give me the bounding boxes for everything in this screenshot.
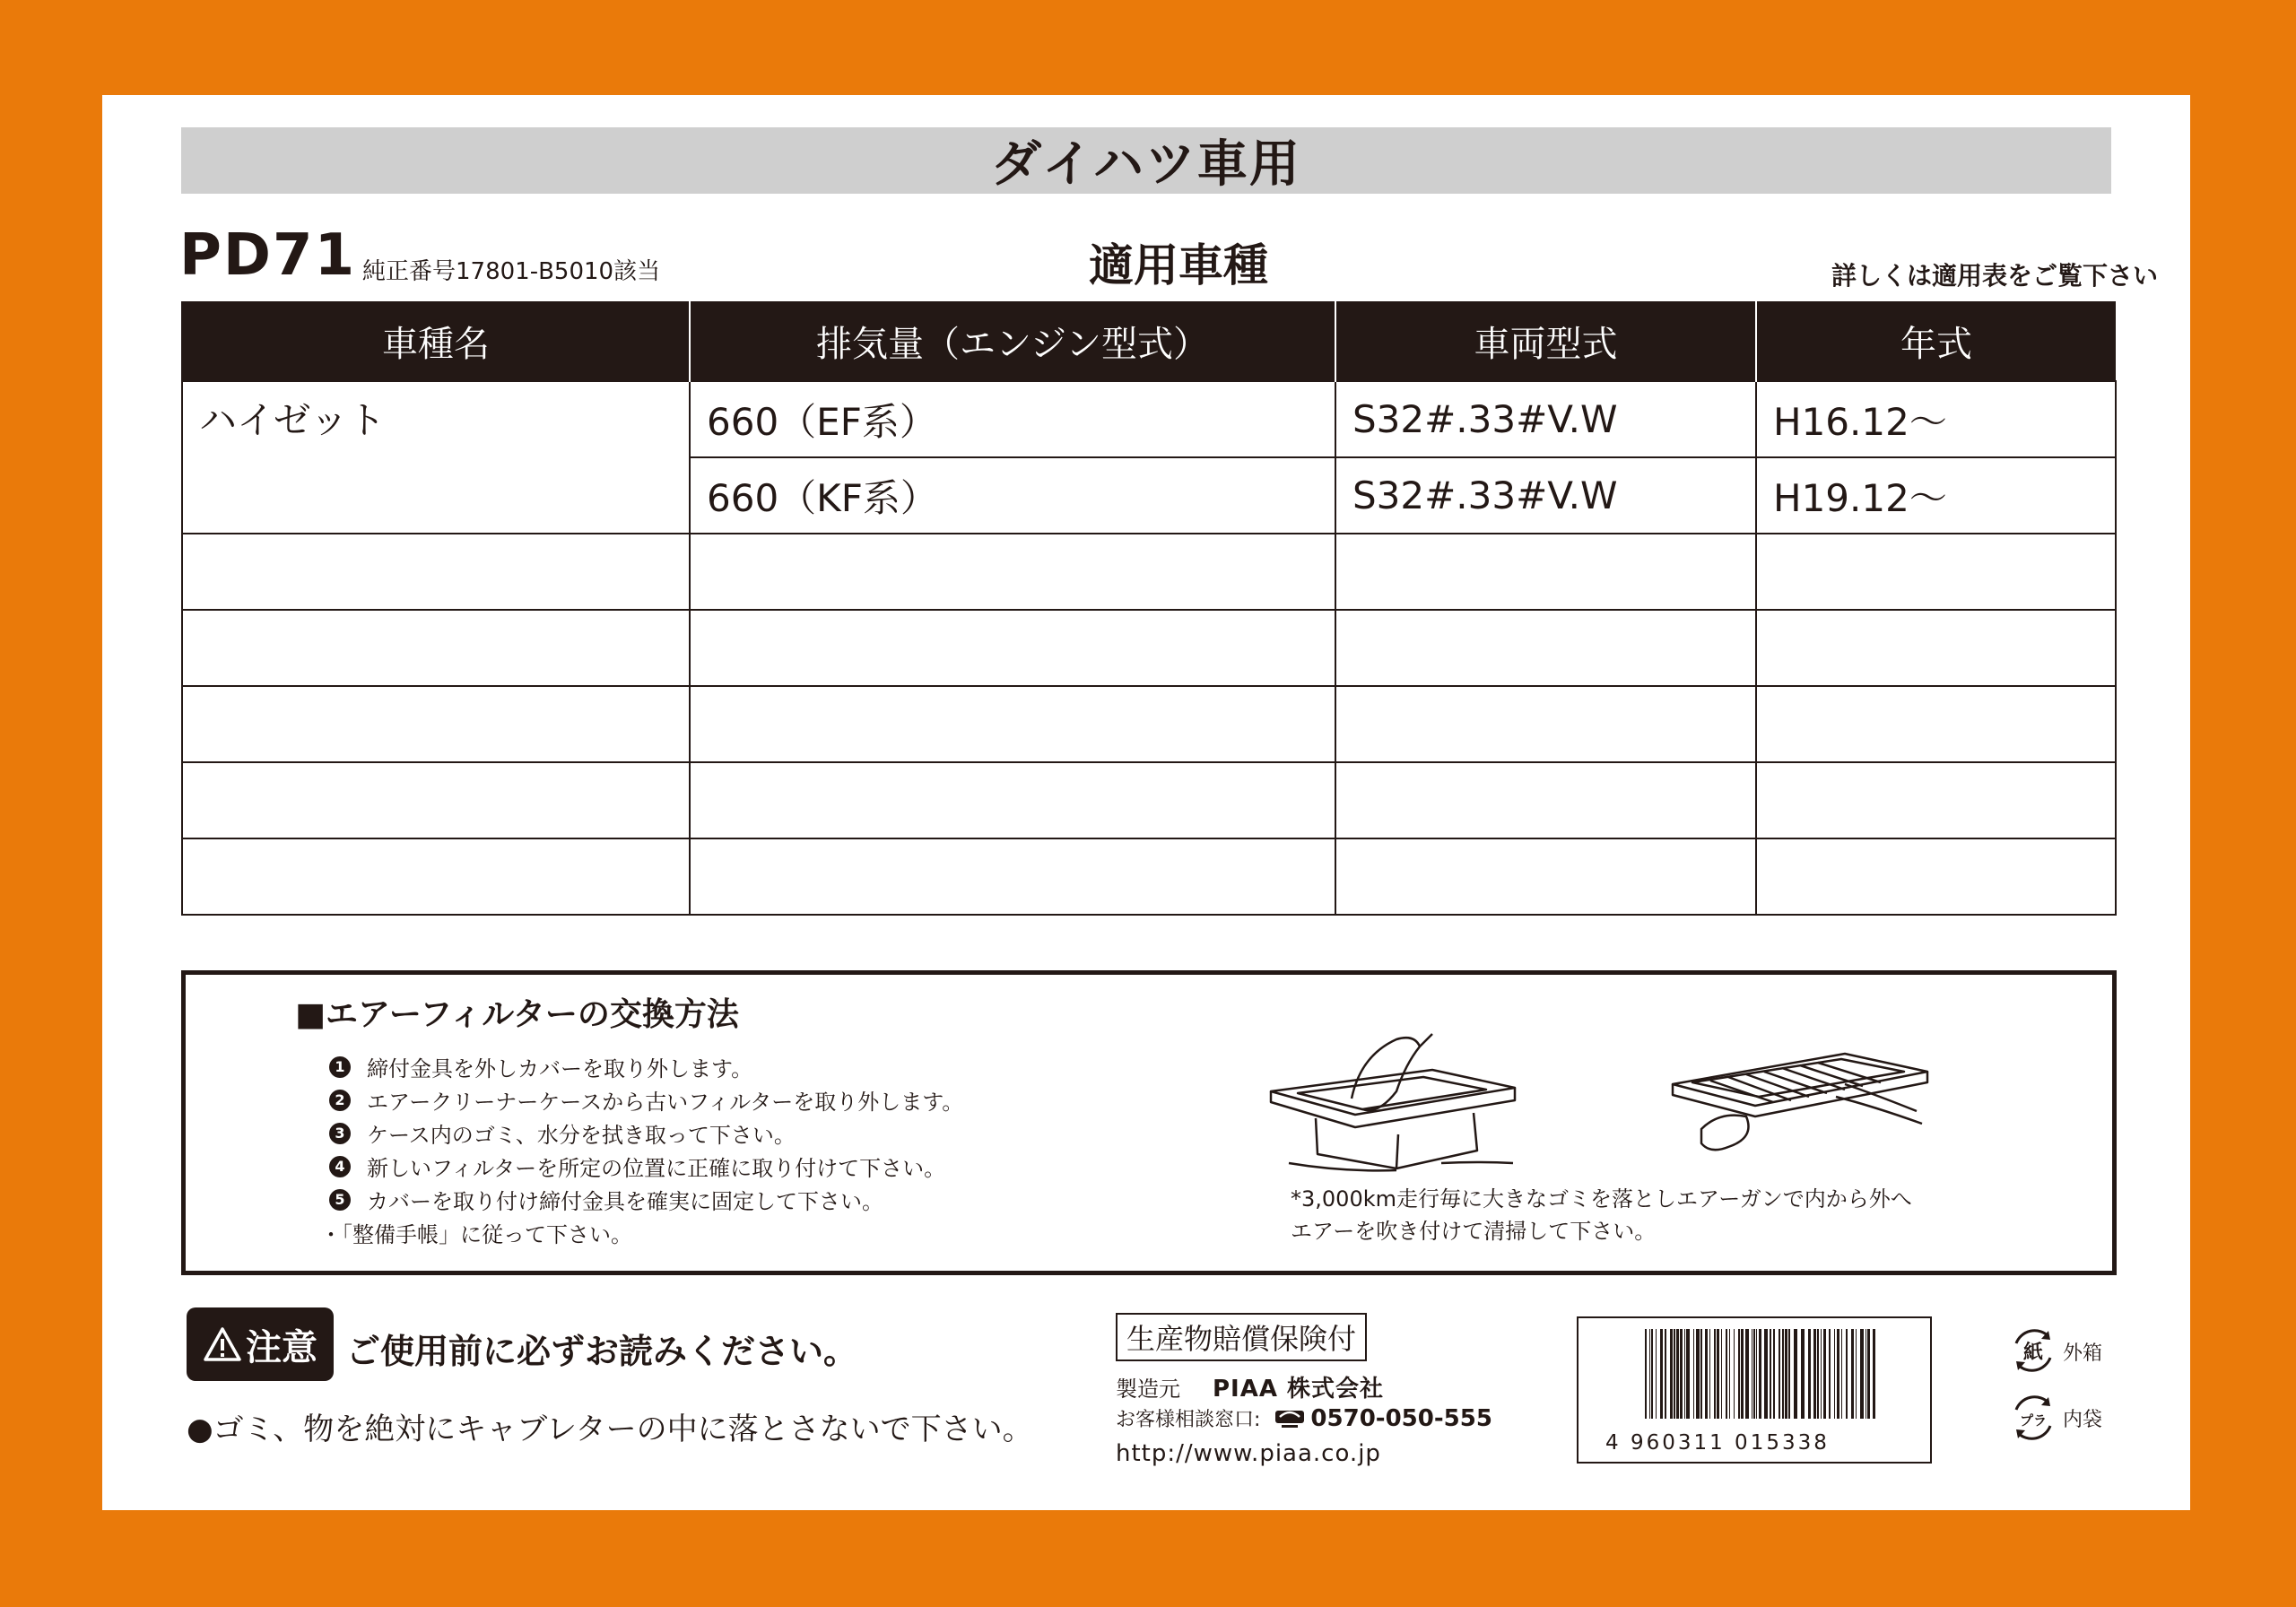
- year-cell: H16.12～: [1756, 381, 2116, 457]
- plastic-symbol: プラ: [2019, 1412, 2048, 1429]
- barcode-bar: [1693, 1329, 1694, 1419]
- contact-label: お客様相談窓口:: [1116, 1409, 1261, 1431]
- column-header: 車両型式: [1335, 301, 1756, 381]
- replacement-instructions: [181, 970, 2117, 1275]
- empty-row: [182, 610, 2116, 686]
- column-header: 排気量（エンジン型式）: [690, 301, 1335, 381]
- barcode-bar: [1756, 1329, 1757, 1419]
- paper-recycle-icon: [2007, 1325, 2059, 1377]
- barcode-bar: [1773, 1329, 1775, 1419]
- oem-number: 純正番号17801-B5010該当: [362, 258, 661, 285]
- barcode-bar: [1856, 1329, 1857, 1419]
- step-text: エアークリーナーケースから古いフィルターを取り外します。: [367, 1090, 964, 1115]
- manual-note: ・「整備手帳」に従って下さい。: [320, 1222, 632, 1247]
- barcode-bar: [1709, 1329, 1710, 1419]
- barcode-bar: [1846, 1329, 1848, 1419]
- caution-item: ●ゴミ、物を絶対にキャブレターの中に落とさないで下さい。: [187, 1412, 1033, 1447]
- barcode-bar: [1764, 1329, 1768, 1419]
- barcode-bar: [1645, 1329, 1647, 1419]
- column-header: 年式: [1756, 301, 2116, 381]
- phone-number: 0570-050-555: [1310, 1404, 1492, 1432]
- step-text: ケース内のゴミ、水分を拭き取って下さい。: [367, 1123, 796, 1148]
- barcode: [1577, 1316, 1932, 1464]
- barcode-bars: [1578, 1325, 1930, 1433]
- warning-icon: [203, 1326, 242, 1362]
- barcode-bar: [1841, 1329, 1842, 1419]
- recycle-paper-mark: [2007, 1325, 2102, 1377]
- plastic-recycle-icon: [2007, 1390, 2059, 1446]
- barcode-bar: [1674, 1329, 1675, 1419]
- barcode-bar: [1794, 1329, 1797, 1419]
- displacement-cell: 660（KF系）: [690, 457, 1335, 534]
- step-text: 締付金具を外しカバーを取り外します。: [367, 1056, 753, 1081]
- step-number-icon: 5: [329, 1189, 351, 1211]
- empty-row: [182, 686, 2116, 762]
- model-code: PD71: [179, 222, 357, 289]
- barcode-bar: [1734, 1329, 1735, 1419]
- barcode-bar: [1684, 1329, 1685, 1419]
- barcode-bar: [1676, 1329, 1679, 1419]
- steps-list: [329, 1050, 963, 1216]
- paper-symbol: 紙: [2022, 1342, 2044, 1364]
- barcode-bar: [1705, 1329, 1708, 1419]
- vehicle-table: [181, 301, 2117, 916]
- outer-box-label: 外箱: [2063, 1342, 2103, 1365]
- vehicle-type-cell: S32#.33#V.W: [1335, 381, 1756, 457]
- barcode-bar: [1670, 1329, 1673, 1419]
- brand-bar: [181, 127, 2111, 194]
- see-table-note: 詳しくは適用表をご覧下さい: [1831, 261, 2158, 291]
- barcode-bar: [1837, 1329, 1839, 1419]
- table-header-row: [182, 301, 2116, 381]
- barcode-bar: [1665, 1329, 1666, 1419]
- barcode-bar: [1745, 1329, 1749, 1419]
- displacement-cell: 660（EF系）: [690, 381, 1335, 457]
- vehicle-name-cell: ハイゼット: [182, 381, 690, 534]
- table-row: [182, 381, 2116, 457]
- step-text: カバーを取り付け締付金具を確実に固定して下さい。: [367, 1189, 883, 1214]
- barcode-bar: [1785, 1329, 1787, 1419]
- section-title: 適用車種: [1089, 239, 1268, 291]
- filter-cleaning-illustration: [1665, 1030, 1935, 1165]
- column-header: 車種名: [182, 301, 690, 381]
- cleaning-note: [1291, 1183, 1912, 1247]
- step-item: [329, 1116, 963, 1150]
- step-number-icon: 3: [329, 1123, 351, 1144]
- barcode-bar: [1801, 1329, 1805, 1419]
- caution-badge: [187, 1307, 334, 1381]
- barcode-bar: [1729, 1329, 1730, 1419]
- caution-heading: ご使用前に必ずお読みください。: [346, 1332, 858, 1371]
- barcode-bar: [1700, 1329, 1702, 1419]
- step-number-icon: 4: [329, 1156, 351, 1177]
- step-item: [329, 1083, 963, 1116]
- cleaning-note-line: *3,000km走行毎に大きなゴミを落としエアーガンで内から外へ: [1291, 1186, 1912, 1212]
- step-number-icon: 2: [329, 1090, 351, 1111]
- barcode-bar: [1823, 1329, 1826, 1419]
- barcode-bar: [1834, 1329, 1835, 1419]
- barcode-bar: [1808, 1329, 1811, 1419]
- barcode-bar: [1660, 1329, 1663, 1419]
- step-text: 新しいフィルターを所定の位置に正確に取り付けて下さい。: [367, 1156, 946, 1181]
- barcode-bar: [1738, 1329, 1740, 1419]
- barcode-bar: [1686, 1329, 1690, 1419]
- instructions-title: ■エアーフィルターの交換方法: [295, 996, 739, 1033]
- barcode-bar: [1717, 1329, 1719, 1419]
- barcode-bar: [1782, 1329, 1784, 1419]
- barcode-bar: [1813, 1329, 1816, 1419]
- company-name: PIAA 株式会社: [1213, 1376, 1385, 1403]
- navi-dial-icon: [1274, 1408, 1305, 1429]
- maker-label: 製造元: [1116, 1377, 1180, 1402]
- recycle-plastic-mark: [2007, 1390, 2102, 1446]
- barcode-bar: [1867, 1329, 1870, 1419]
- vehicle-type-cell: S32#.33#V.W: [1335, 457, 1756, 534]
- year-cell: H19.12～: [1756, 457, 2116, 534]
- empty-row: [182, 534, 2116, 610]
- barcode-bar: [1829, 1329, 1831, 1419]
- step-item: [329, 1183, 963, 1216]
- cleaning-note-line: エアーを吹き付けて清掃して下さい。: [1291, 1219, 1657, 1244]
- inner-bag-label: 内袋: [2063, 1408, 2103, 1431]
- insurance-label: 生産物賠償保険付: [1116, 1313, 1367, 1361]
- barcode-bar: [1656, 1329, 1657, 1419]
- barcode-bar: [1721, 1329, 1722, 1419]
- contact-line: [1116, 1404, 1492, 1432]
- maker-line: [1116, 1370, 1384, 1403]
- barcode-bar: [1726, 1329, 1727, 1419]
- barcode-bar: [1714, 1329, 1716, 1419]
- air-cleaner-case-illustration: [1262, 1029, 1531, 1172]
- barcode-bar: [1817, 1329, 1819, 1419]
- caution-badge-label: 注意: [246, 1326, 317, 1368]
- barcode-bar: [1821, 1329, 1822, 1419]
- brand-label: ダイハツ車用: [991, 135, 1301, 194]
- barcode-bar: [1741, 1329, 1744, 1419]
- barcode-bar: [1753, 1329, 1755, 1419]
- barcode-bar: [1759, 1329, 1761, 1419]
- empty-row: [182, 762, 2116, 838]
- barcode-bar: [1649, 1329, 1650, 1419]
- barcode-bar: [1873, 1329, 1875, 1419]
- step-number-icon: 1: [329, 1056, 351, 1078]
- barcode-bar: [1770, 1329, 1771, 1419]
- barcode-bar: [1788, 1329, 1790, 1419]
- barcode-bar: [1680, 1329, 1683, 1419]
- package-card: [102, 95, 2190, 1510]
- barcode-bar: [1696, 1329, 1700, 1419]
- website-url: http://www.piaa.co.jp: [1116, 1440, 1381, 1467]
- barcode-bar: [1851, 1329, 1854, 1419]
- step-item: [329, 1050, 963, 1083]
- barcode-bar: [1651, 1329, 1653, 1419]
- barcode-bar: [1779, 1329, 1780, 1419]
- barcode-number: 4 960311 015338: [1605, 1431, 1830, 1455]
- step-item: [329, 1150, 963, 1183]
- empty-row: [182, 838, 2116, 915]
- barcode-bar: [1860, 1329, 1864, 1419]
